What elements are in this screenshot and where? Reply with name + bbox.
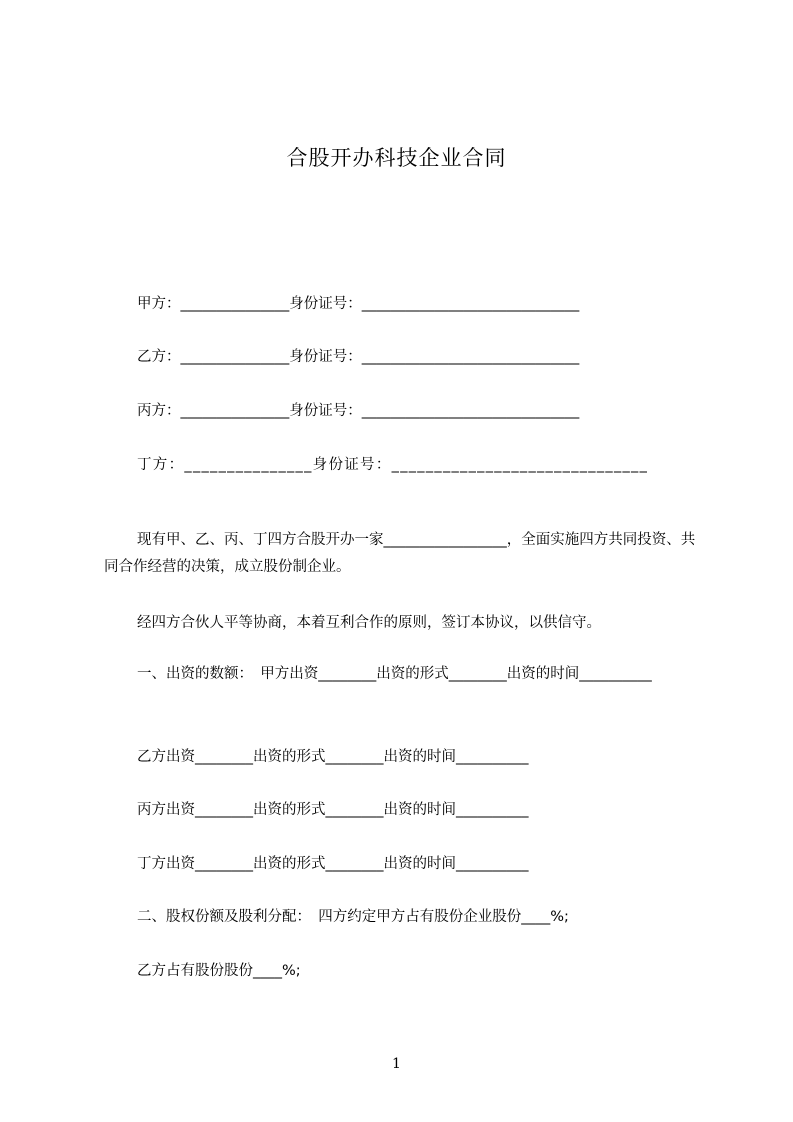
agreement-line: 经四方合伙人平等协商，本着互利合作的原则，签订本协议，以供信守。 [137, 615, 601, 631]
section1-paragraph: 一、出资的数额： 甲方出资________出资的形式________出资的时间__________ [137, 666, 652, 682]
party-line-b: 乙方：_______________身份证号：______________________________ [137, 349, 580, 365]
share-line: 乙方占有股份股份____%; [137, 963, 301, 979]
party-line-d: 丁方：_______________身份证号：______________________________ [137, 457, 649, 473]
investment-line-b: 乙方出资________出资的形式________出资的时间__________ [137, 749, 529, 765]
page-number: 1 [392, 1056, 401, 1072]
party-line-c: 丙方：_______________身份证号：______________________________ [137, 403, 580, 419]
section2-line: 二、股权份额及股利分配： 四方约定甲方占有股份企业股份____%; [137, 909, 569, 925]
investment-line-d: 丁方出资________出资的形式________出资的时间__________ [137, 856, 529, 872]
party-line-a: 甲方：_______________身份证号：______________________________ [137, 296, 580, 312]
document-title: 合股开办科技企业合同 [286, 146, 507, 170]
investment-line-c: 丙方出资________出资的形式________出资的时间__________ [137, 802, 529, 818]
intro-paragraph: 现有甲、乙、丙、丁四方合股开办一家_________________，全面实施四方共同投资、共同合作经营的决策，成立股份制企业。 [104, 532, 696, 575]
